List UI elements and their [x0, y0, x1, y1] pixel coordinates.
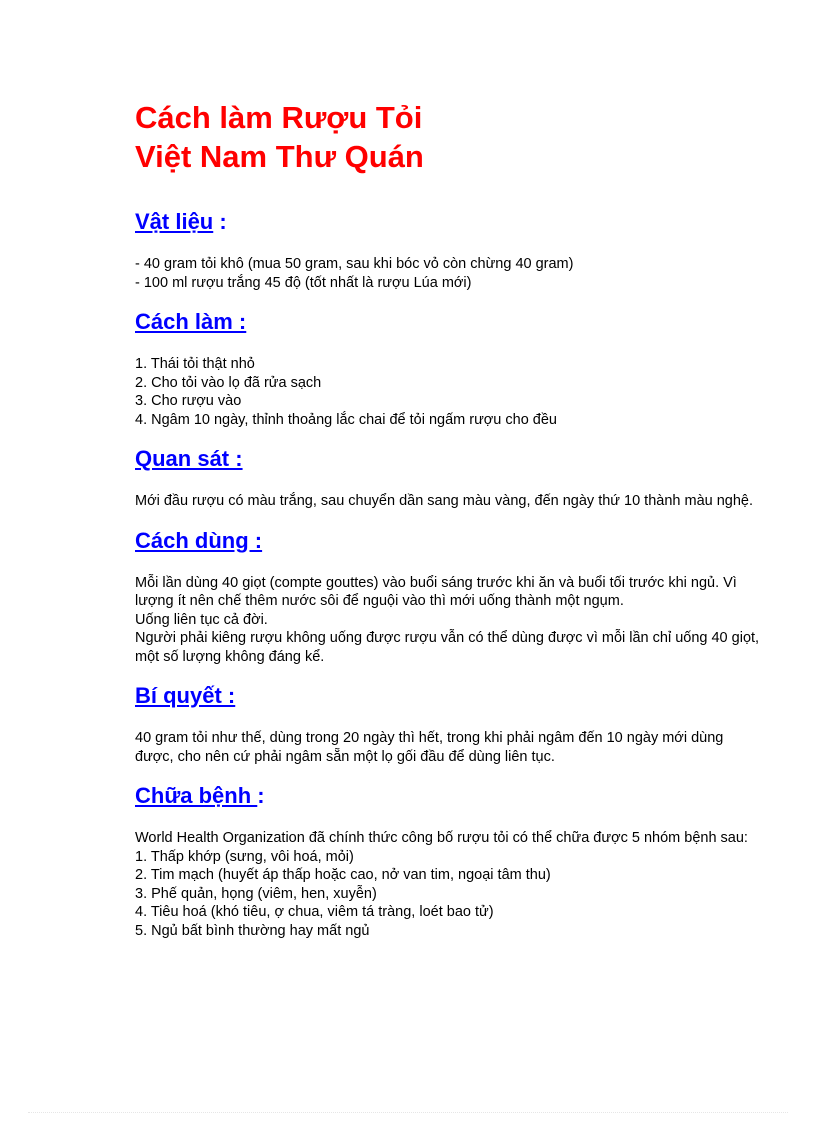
paragraph: Uống liên tục cả đời.	[135, 611, 268, 628]
heading-suffix: :	[257, 783, 265, 808]
heading-text: Vật liệu	[135, 209, 214, 234]
section-body-bi-quyet	[135, 729, 760, 766]
list-item: 1. Thái tỏi thật nhỏ	[135, 356, 255, 372]
heading-text: Cách làm :	[135, 309, 247, 334]
section-heading-quan-sat	[135, 445, 760, 473]
list-item: 2. Cho tỏi vào lọ đã rửa sạch	[135, 374, 322, 391]
section-heading-cach-dung	[135, 527, 760, 555]
section-heading-chua-benh	[135, 782, 760, 810]
paragraph: World Health Organization đã chính thức công bố rượu tỏi có thể chữa được 5 nhóm bệnh sau:	[135, 830, 748, 846]
list-item: 3. Phế quản, họng (viêm, hen, xuyễn)	[135, 885, 377, 902]
section-body-vat-lieu	[135, 255, 760, 292]
paragraph: 40 gram tỏi như thế, dùng trong 20 ngày thì hết, trong khi phải ngâm đến 10 ngày mới dùng được, cho nên cứ phải ngâm sẵn một lọ gối đầu để dùng liên tục.	[135, 730, 724, 765]
section-heading-vat-lieu	[135, 208, 760, 236]
list-item: 4. Ngâm 10 ngày, thỉnh thoảng lắc chai để tỏi ngấm rượu cho đều	[135, 411, 557, 428]
heading-suffix: :	[213, 209, 227, 234]
list-item: 2. Tim mạch (huyết áp thấp hoặc cao, nở van tim, ngoại tâm thu)	[135, 867, 551, 883]
list-item: 1. Thấp khớp (sưng, vôi hoá, mỏi)	[135, 848, 354, 865]
section-body-chua-benh	[135, 829, 760, 940]
title-line-1: Cách làm Rượu Tỏi	[135, 100, 423, 135]
paragraph: Mới đầu rượu có màu trắng, sau chuyển dần sang màu vàng, đến ngày thứ 10 thành màu nghệ.	[135, 493, 754, 509]
section-body-cach-lam	[135, 355, 760, 429]
section-body-cach-dung	[135, 574, 760, 667]
page-bottom-divider	[28, 1112, 788, 1113]
heading-text: Chữa bệnh	[135, 783, 258, 808]
section-heading-bi-quyet	[135, 682, 760, 710]
paragraph: Mỗi lần dùng 40 giọt (compte gouttes) vào buổi sáng trước khi ăn và buổi tối trước khi ngủ. Vì lượng ít nên chế thêm nước sôi để nguội vào thì mới uống thành một ngụm.	[135, 574, 737, 609]
heading-text: Bí quyết :	[135, 683, 236, 708]
list-item: - 100 ml rượu trắng 45 độ (tốt nhất là rượu Lúa mới)	[135, 274, 472, 291]
document-title	[135, 98, 760, 176]
title-line-2: Việt Nam Thư Quán	[135, 139, 424, 174]
heading-text: Cách dùng :	[135, 527, 263, 553]
list-item: 4. Tiêu hoá (khó tiêu, ợ chua, viêm tá tràng, loét bao tử)	[135, 904, 494, 920]
heading-text: Quan sát :	[135, 446, 243, 471]
section-body-quan-sat	[135, 492, 760, 511]
list-item: 3. Cho rượu vào	[135, 393, 242, 409]
paragraph: Người phải kiêng rượu không uống được rượu vẫn có thể dùng được vì mỗi lần chỉ uống 40 giọt, một số lượng không đáng kể.	[135, 630, 760, 665]
section-heading-cach-lam	[135, 308, 760, 336]
list-item: - 40 gram tỏi khô (mua 50 gram, sau khi bóc vỏ còn chừng 40 gram)	[135, 256, 574, 272]
document-page	[135, 98, 760, 940]
list-item: 5. Ngủ bất bình thường hay mất ngủ	[135, 922, 370, 939]
